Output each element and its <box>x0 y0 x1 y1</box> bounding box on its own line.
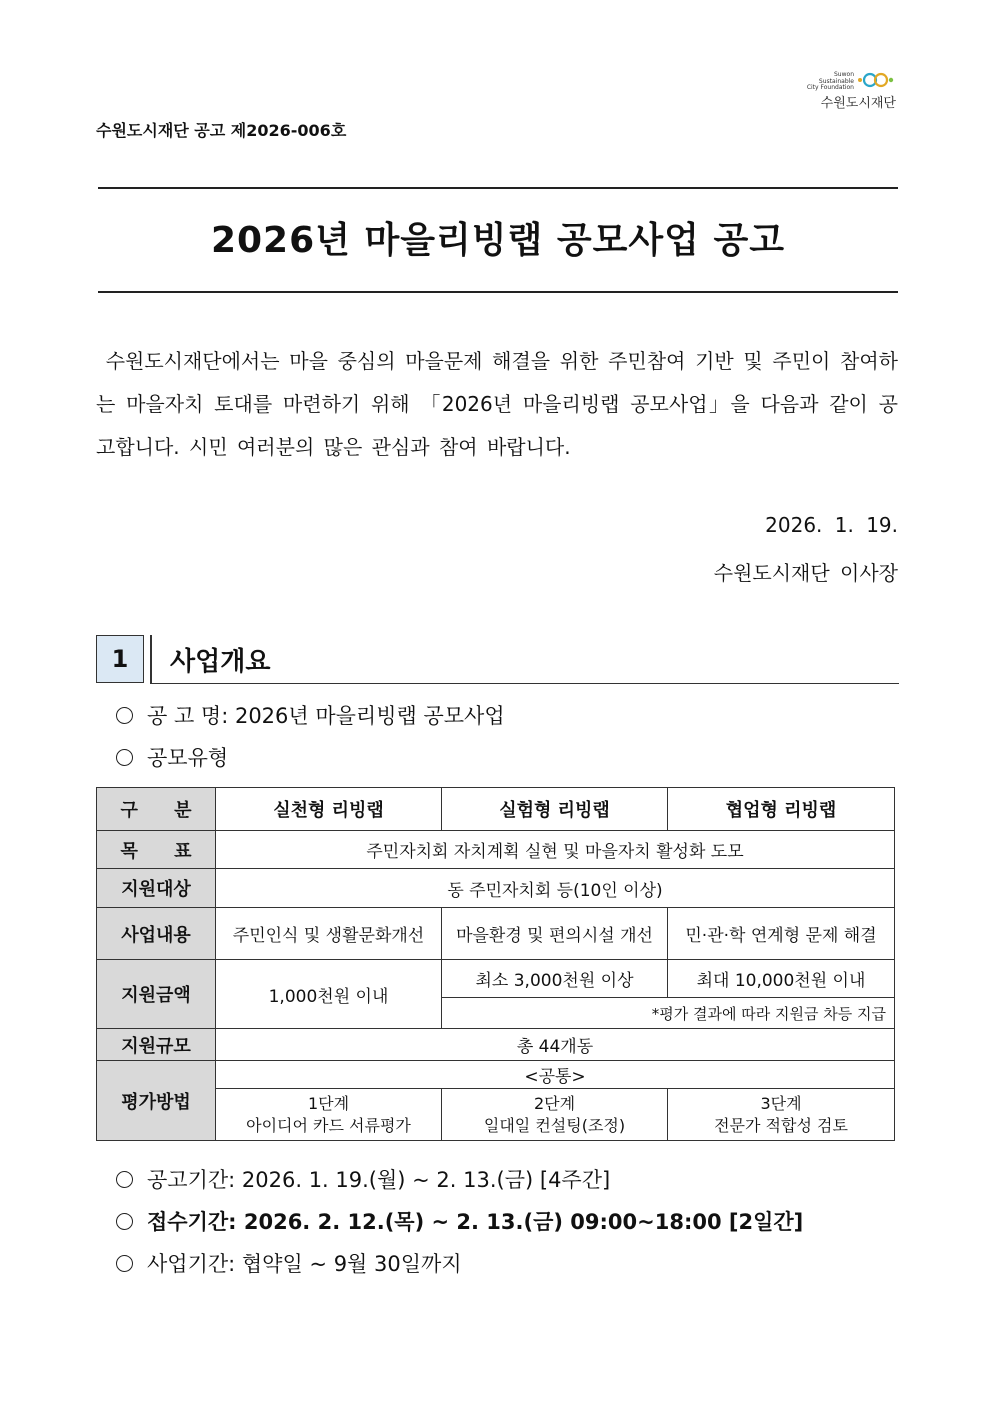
bullet-notice-name: 공 고 명: 2026년 마을리빙랩 공모사업 <box>116 700 505 730</box>
section-number-badge: 1 <box>96 635 144 683</box>
amount-practice: 1,000천원 이내 <box>216 960 442 1029</box>
logo-korean-text: 수원도시재단 <box>820 96 896 111</box>
evaluation-stage-2: 2단계 일대일 컨설팅(조정) <box>442 1089 668 1141</box>
table-row-target <box>97 869 895 908</box>
evaluation-stage-1: 1단계 아이디어 카드 서류평가 <box>216 1089 442 1141</box>
section-divider <box>150 635 152 683</box>
table-row-scale <box>97 1029 895 1061</box>
page-title: 2026년 마을리빙랩 공모사업 공고 <box>210 220 786 261</box>
scale-value: 총 44개동 <box>216 1029 895 1061</box>
amount-collaboration: 최대 10,000천원 이내 <box>668 960 895 998</box>
title-bottom-rule <box>98 291 898 293</box>
table-row-content <box>97 908 895 960</box>
issuer-name: 수원도시재단 이사장 <box>713 561 898 585</box>
intro-paragraph: 수원도시재단에서는 마을 중심의 마을문제 해결을 위한 주민참여 기반 및 주민이 참여하는 마을자치 토대를 마련하기 위해 「2026년 마을리빙랩 공모사업」을 다음과 같이 공고합니다. 시민 여러분의 많은 관심과 참여 바랍니다. <box>96 349 899 459</box>
amount-experiment: 최소 3,000천원 이상 <box>442 960 668 998</box>
row-label: 구 분 <box>97 788 216 831</box>
table-row-header <box>97 788 895 831</box>
bullet-receipt-period: 접수기간: 2026. 2. 12.(목) ~ 2. 13.(금) 09:00~18:00 [2일간] <box>116 1206 803 1236</box>
content-collaboration: 민·관·학 연계형 문제 해결 <box>668 908 895 960</box>
target-value: 동 주민자치회 등(10인 이상) <box>216 869 895 908</box>
table-row-goal <box>97 831 895 869</box>
logo-english-text: Suwon Sustainable City Foundation <box>806 71 854 91</box>
bullet-types: 공모유형 <box>116 742 228 772</box>
row-label: 평가방법 <box>97 1061 216 1141</box>
evaluation-common: <공통> <box>216 1061 895 1089</box>
table-row-evaluation-stages <box>97 1089 895 1141</box>
logo-mark-icon <box>856 70 896 90</box>
section-title: 사업개요 <box>170 647 271 677</box>
bullet-project-period: 사업기간: 협약일 ~ 9월 30일까지 <box>116 1248 462 1278</box>
row-label: 지원대상 <box>97 869 216 908</box>
title-top-rule <box>98 187 898 189</box>
goal-value: 주민자치회 자치계획 실현 및 마을자치 활성화 도모 <box>216 831 895 869</box>
section-underline <box>150 683 899 684</box>
circle-bullet-icon <box>116 1171 133 1188</box>
bullet-notice-period: 공고기간: 2026. 1. 19.(월) ~ 2. 13.(금) [4주간] <box>116 1164 610 1194</box>
notice-number: 수원도시재단 공고 제2026-006호 <box>96 121 347 140</box>
circle-bullet-icon <box>116 707 133 724</box>
col-experiment: 실험형 리빙랩 <box>442 788 668 831</box>
circle-bullet-icon <box>116 1213 133 1230</box>
row-label: 목 표 <box>97 831 216 869</box>
content-practice: 주민인식 및 생활문화개선 <box>216 908 442 960</box>
circle-bullet-icon <box>116 1255 133 1272</box>
col-practice: 실천형 리빙랩 <box>216 788 442 831</box>
circle-bullet-icon <box>116 749 133 766</box>
foundation-logo <box>796 70 900 114</box>
amount-note: *평가 결과에 따라 지원금 차등 지급 <box>442 998 895 1029</box>
row-label: 지원금액 <box>97 960 216 1029</box>
types-table <box>96 787 895 1141</box>
row-label: 지원규모 <box>97 1029 216 1061</box>
evaluation-stage-3: 3단계 전문가 적합성 검토 <box>668 1089 895 1141</box>
row-label: 사업내용 <box>97 908 216 960</box>
table-row-evaluation-common <box>97 1061 895 1089</box>
table-row-amount <box>97 960 895 998</box>
announcement-date: 2026. 1. 19. <box>765 513 898 537</box>
content-experiment: 마을환경 및 편의시설 개선 <box>442 908 668 960</box>
col-collaboration: 협업형 리빙랩 <box>668 788 895 831</box>
